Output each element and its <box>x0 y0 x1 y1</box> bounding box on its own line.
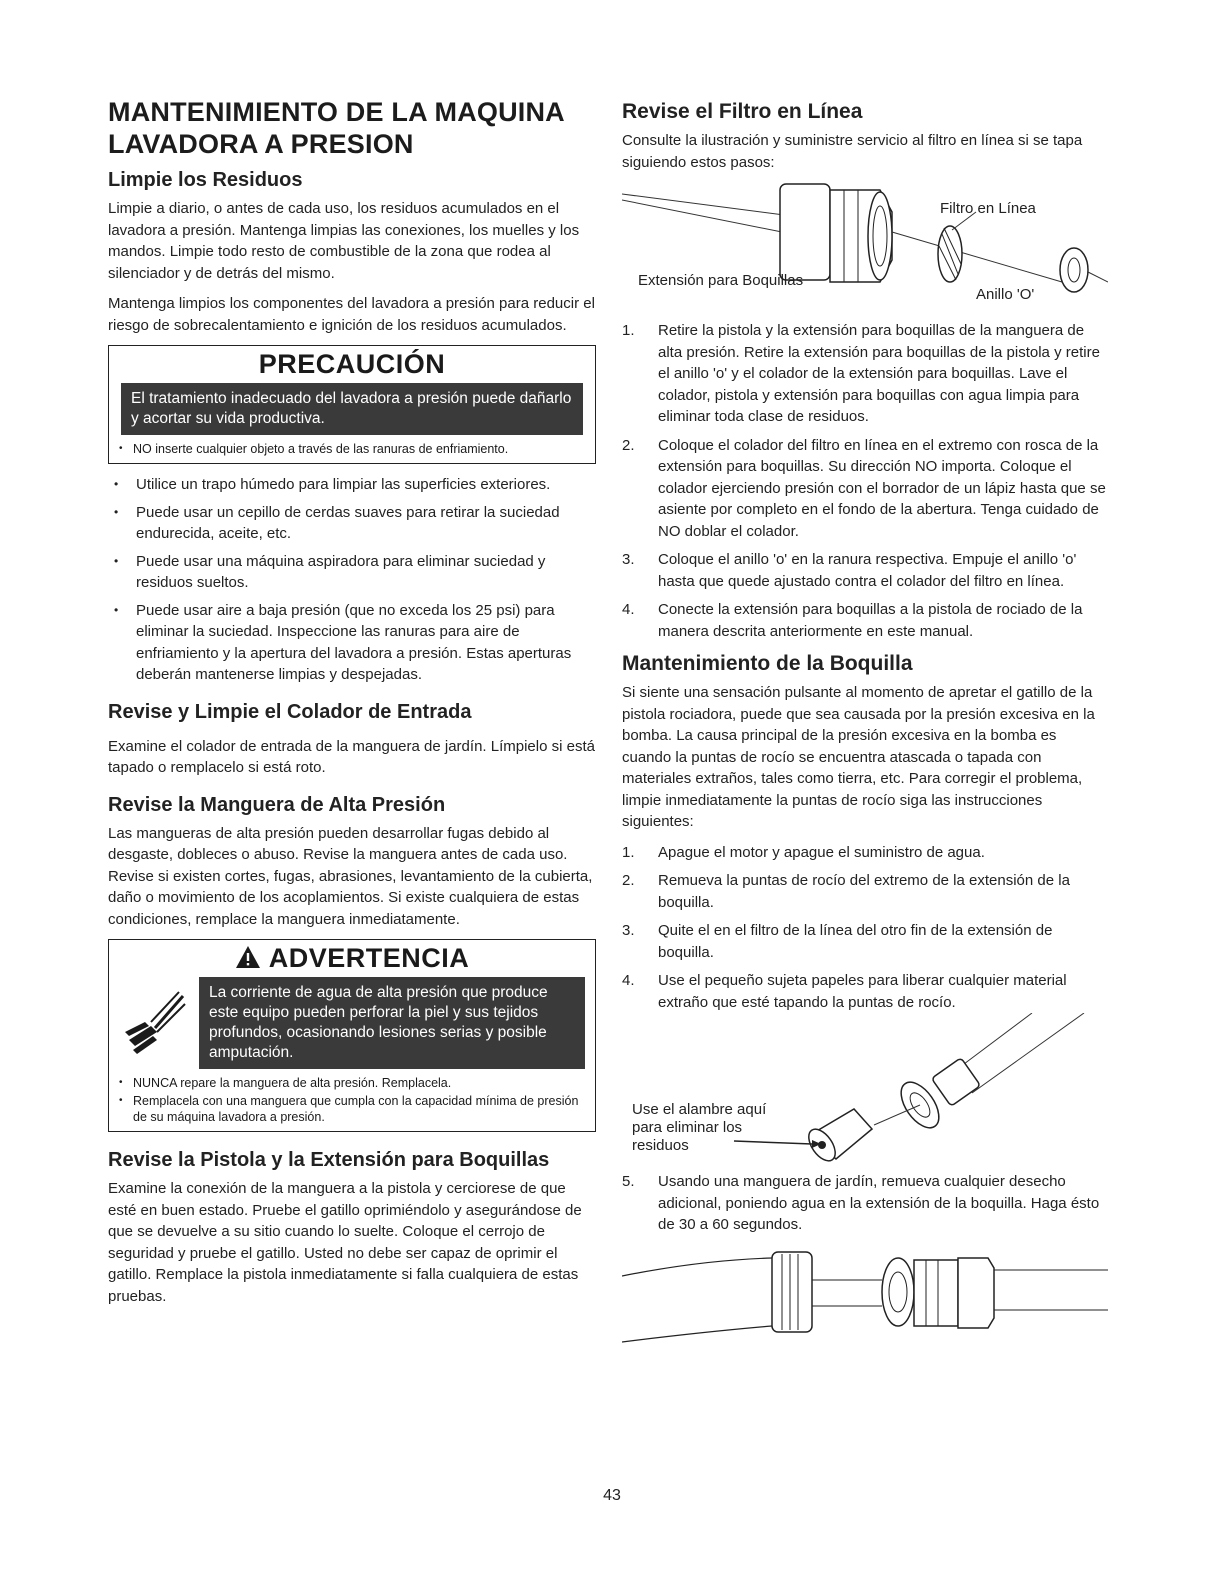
advertencia-notes <box>109 1075 595 1125</box>
step-number: 5. <box>622 1173 635 1190</box>
section-heading-manguera: Revise la Manguera de Alta Presión <box>108 793 446 816</box>
precaucion-notes <box>109 441 595 457</box>
step-number: 3. <box>622 551 635 568</box>
boquilla-step-5 <box>622 1171 1108 1236</box>
precaucion-title: PRECAUCIÓN <box>258 349 446 379</box>
section-heading-boquilla: Mantenimiento de la Boquilla <box>622 652 913 675</box>
precaucion-message: El tratamiento inadecuado del lavadora a presión puede dañarlo y acortar su vida productiva. <box>121 383 583 435</box>
list-item <box>622 842 1108 864</box>
boquilla-steps <box>622 842 1108 1014</box>
filtro-intro: Consulte la ilustración y suministre servicio al filtro en línea si se tapa siguiendo estos pasos: <box>622 132 1083 171</box>
left-column <box>108 96 596 1316</box>
step-text: Remueva la puntas de rocío del extremo de la extensión de la boquilla. <box>658 872 1070 911</box>
nozzle-cleaning-figure <box>622 1013 1108 1163</box>
step-number: 2. <box>622 872 635 889</box>
advertencia-body <box>109 977 595 1069</box>
filtro-steps <box>622 320 1108 642</box>
list-item <box>622 970 1108 1013</box>
figure-label-alambre: Use el alambre aquí para eliminar los residuos <box>632 1101 767 1154</box>
right-column <box>622 100 1108 1354</box>
advertencia-note: • NUNCA repare la manguera de alta presión. Remplacela. <box>119 1075 585 1091</box>
step-text: Use el pequeño sujeta papeles para liberar cualquier material extraño que esté tapando la puntas de rocío. <box>658 972 1067 1011</box>
list-item <box>622 320 1108 428</box>
step-text: Conecte la extensión para boquillas a la pistola de rociado de la manera descrita anteriormente en este manual. <box>658 601 1083 640</box>
warning-triangle-icon <box>235 945 261 969</box>
hose-flush-figure <box>622 1246 1108 1346</box>
section-heading-limpie: Limpie los Residuos <box>108 169 303 191</box>
list-item <box>622 920 1108 963</box>
step-text: Usando una manguera de jardín, remueva cualquier desecho adicional, poniendo agua en la extensión de la boquilla. Haga ésto de 30 a 60 segundos. <box>658 1173 1100 1233</box>
step-number: 3. <box>622 922 635 939</box>
step-number: 4. <box>622 972 635 989</box>
list-item: • Puede usar una máquina aspiradora para eliminar suciedad y residuos sueltos. <box>108 551 596 594</box>
figure-label-extension: Extensión para Boquillas <box>638 272 804 289</box>
advertencia-title-row <box>109 940 595 977</box>
page-number: 43 <box>603 1487 621 1504</box>
step-text: Coloque el anillo 'o' en la ranura respectiva. Empuje el anillo 'o' hasta que quede ajustado contra el colador del filtro en línea. <box>658 551 1077 590</box>
pistola-paragraph: Examine la conexión de la manguera a la pistola y cerciorese de que esté en buen estado. Pruebe el gatillo oprimiéndolo y asegurándose de que se devuelve a su sitio cuando lo suelte. Coloque el cerrojo de seguridad y pruebe el gatillo. Usted no debe ser capaz de oprimir el gatillo. Remplace la pistola inmediatamente si falla cualquiera de estas pruebas. <box>108 1180 582 1305</box>
advertencia-note: • Remplacela con una manguera que cumpla con la capacidad mínima de presión de su máquina lavadora a presión. <box>119 1093 585 1125</box>
boquilla-paragraph: Si siente una sensación pulsante al momento de apretar el gatillo de la pistola rociadora, puede que sea causada por la presión excesiva en la bomba. La causa principal de la presión excesiva en la bomba es cuando la puntas de rocío se encuentra atascada o tapada con materiales extraños, tales como tierra, etc. Para corregir el problema, limpie inmediatamente la puntas de rocío siga las instrucciones siguientes: <box>622 684 1095 830</box>
list-item <box>622 549 1108 592</box>
manguera-paragraph: Las mangueras de alta presión pueden desarrollar fugas debido al desgaste, dobleces o abuso. Revise la manguera antes de cada uso. Revise si existen cortes, fugas, abrasiones, levantamiento de la cubierta, daño o movimiento de los acoplamientos. Si existe cualquiera de estas condiciones, remplace la manguera inmediatamente. <box>108 824 593 928</box>
list-item <box>622 599 1108 642</box>
list-item <box>622 1171 1108 1236</box>
section-heading-pistola: Revise la Pistola y la Extensión para Boquillas <box>108 1149 550 1171</box>
advertencia-title: ADVERTENCIA <box>268 943 470 973</box>
step-number: 1. <box>622 322 635 339</box>
figure-label-filtro: Filtro en Línea <box>940 200 1036 217</box>
list-item: • Utilice un trapo húmedo para limpiar las superficies exteriores. <box>108 474 596 496</box>
high-pressure-injection-icon <box>121 988 191 1058</box>
colador-paragraph: Examine el colador de entrada de la manguera de jardín. Límpielo si está tapado o remplacelo si está roto. <box>108 737 595 776</box>
list-item: • Puede usar aire a baja presión (que no exceda los 25 psi) para eliminar la suciedad. Inspeccione las ranuras para aire de enfriamiento y la apertura del lavadora a presión. Estas aperturas deberán mantenerse limpias y despejadas. <box>108 600 596 686</box>
step-text: Retire la pistola y la extensión para boquillas de la manguera de alta presión. Retire la extensión para boquillas de la pistola y retire el anillo 'o' y el colador de la extensión para boquillas. Lave el colador, pistola y extensión para boquillas con agua limpia para eliminar toda clase de residuos. <box>658 322 1100 425</box>
section-heading-filtro: Revise el Filtro en Línea <box>622 100 863 123</box>
inline-filter-figure <box>622 182 1108 312</box>
page-title: MANTENIMIENTO DE LA MAQUINA LAVADORA A PRESION <box>108 97 564 159</box>
precaucion-note: • NO inserte cualquier objeto a través de las ranuras de enfriamiento. <box>119 441 585 457</box>
step-number: 4. <box>622 601 635 618</box>
step-number: 1. <box>622 843 635 861</box>
step-text: Apague el motor y apague el suministro de agua. <box>658 843 985 861</box>
cleaning-bullets <box>108 474 596 686</box>
step-text: Quite el en el filtro de la línea del otro fin de la extensión de boquilla. <box>658 922 1053 961</box>
step-text: Coloque el colador del filtro en línea en el extremo con rosca de la extensión para boquillas. Su dirección NO importa. Coloque el colador ejerciendo presión con el borrador de un lápiz hasta que se asiente por completo en el fondo de la abertura. Tenga cuidado de NO doblar el colador. <box>658 436 1106 540</box>
hose-flush-diagram <box>622 1246 1108 1346</box>
figure-label-anillo: Anillo 'O' <box>976 286 1035 303</box>
limpie-paragraph-1: Limpie a diario, o antes de cada uso, los residuos acumulados en el lavadora a presión. Mantenga limpias las conexiones, los muelles y los mandos. Limpie todo resto de combustible de la zona que rodea al silenciador y de detrás del mismo. <box>108 200 580 282</box>
step-number: 2. <box>622 436 635 454</box>
limpie-paragraph-2: Mantenga limpios los componentes del lavadora a presión para reducir el riesgo de sobrecalentamiento e ignición de los residuos acumulados. <box>108 295 595 334</box>
list-item <box>622 870 1108 913</box>
section-heading-colador: Revise y Limpie el Colador de Entrada <box>108 700 472 723</box>
precaucion-box <box>108 345 596 464</box>
list-item <box>622 435 1108 543</box>
advertencia-box <box>108 939 596 1132</box>
list-item: • Puede usar un cepillo de cerdas suaves para retirar la suciedad endurecida, aceite, etc. <box>108 502 596 545</box>
advertencia-message: La corriente de agua de alta presión que produce este equipo pueden perforar la piel y sus tejidos profundos, ocasionando lesiones serias y posible amputación. <box>199 977 585 1069</box>
